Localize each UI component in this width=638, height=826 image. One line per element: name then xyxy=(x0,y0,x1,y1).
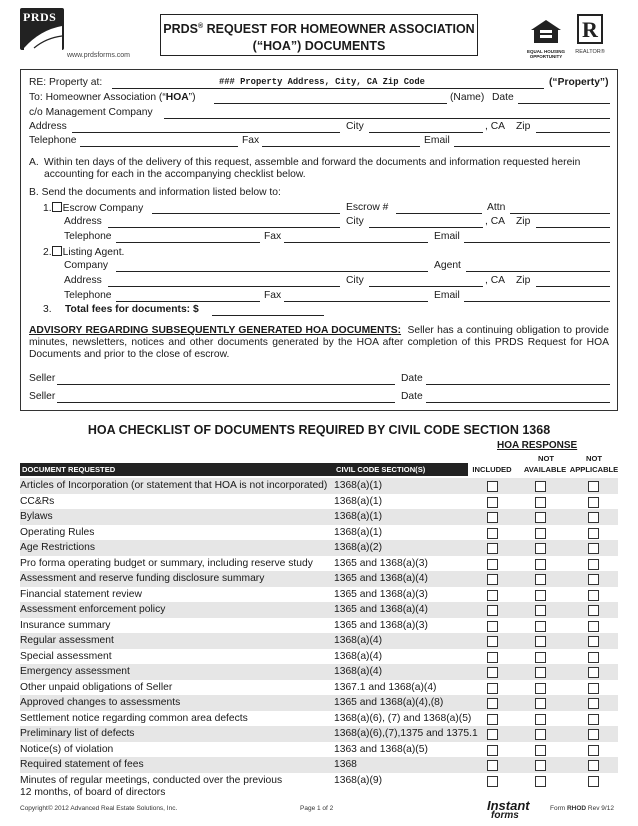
not-applicable-checkbox[interactable] xyxy=(588,667,599,678)
escrow-number-label: Escrow # xyxy=(346,202,389,213)
agent-email-field[interactable] xyxy=(464,301,610,302)
included-checkbox[interactable] xyxy=(487,543,498,554)
page-number: Page 1 of 2 xyxy=(300,805,334,812)
management-company-label: c/o Management Company xyxy=(29,107,153,118)
item2: 2. Listing Agent. xyxy=(43,247,125,258)
included-checkbox[interactable] xyxy=(487,574,498,585)
table-row xyxy=(20,494,618,510)
civil-code-section: 1368(a)(1) xyxy=(334,480,383,491)
not-available-checkbox[interactable] xyxy=(535,512,546,523)
included-checkbox[interactable] xyxy=(487,621,498,632)
not-available-heading-top: NOT xyxy=(537,454,555,463)
escrow-city-label: City xyxy=(346,216,364,227)
advisory-paragraph xyxy=(29,325,609,362)
document-name: Insurance summary xyxy=(20,619,111,631)
escrow-fax-label: Fax xyxy=(264,231,282,242)
included-checkbox[interactable] xyxy=(487,698,498,709)
not-applicable-checkbox[interactable] xyxy=(588,528,599,539)
escrow-number-field[interactable] xyxy=(396,213,482,214)
table-row xyxy=(20,509,618,525)
document-name: Preliminary list of defects xyxy=(20,728,135,739)
not-available-checkbox[interactable] xyxy=(535,481,546,492)
not-applicable-checkbox[interactable] xyxy=(588,590,599,601)
included-checkbox[interactable] xyxy=(487,512,498,523)
escrow-email-field[interactable] xyxy=(464,242,610,243)
agent-address-label: Address xyxy=(64,275,102,286)
agent-fax-label: Fax xyxy=(264,290,282,301)
escrow-address-label: Address xyxy=(64,216,102,227)
copyright: Copyright© 2012 Advanced Real Estate Solutions, Inc. xyxy=(20,805,178,812)
fax-field[interactable] xyxy=(262,146,420,147)
civil-code-heading: CIVIL CODE SECTION(S) xyxy=(336,465,426,474)
table-row xyxy=(20,695,618,711)
to-label: To: Homeowner Association (“HOA”) xyxy=(29,92,196,103)
not-available-checkbox[interactable] xyxy=(535,776,546,787)
property-line xyxy=(112,88,544,89)
agent-city-field[interactable] xyxy=(369,286,483,287)
title-line1: REQUEST FOR HOMEOWNER ASSOCIATION xyxy=(203,22,475,37)
civil-code-section: 1368(a)(2) xyxy=(334,542,383,553)
house-icon xyxy=(529,18,563,44)
logo-text: PRDS xyxy=(23,10,57,24)
address-field[interactable] xyxy=(72,132,340,133)
table-row xyxy=(20,587,618,603)
document-name: Bylaws xyxy=(20,511,53,522)
civil-code-section: 1365 and 1368(a)(4),(8) xyxy=(334,697,444,708)
eho-caption: EQUAL HOUSING OPPORTUNITY xyxy=(527,49,565,59)
included-checkbox[interactable] xyxy=(487,559,498,570)
title-registered: ® xyxy=(198,23,204,30)
escrow-city-field[interactable] xyxy=(369,227,483,228)
escrow-telephone-label: Telephone xyxy=(64,231,112,242)
escrow-company-field[interactable] xyxy=(152,213,340,214)
table-row xyxy=(20,680,618,696)
item1: 1. Escrow Company xyxy=(43,203,144,214)
advisory-heading: ADVISORY REGARDING SUBSEQUENTLY GENERATED HOA DOCUMENTS: xyxy=(29,325,402,336)
para-a-letter: A. xyxy=(29,157,39,168)
realtor-logo xyxy=(572,14,608,55)
included-checkbox[interactable] xyxy=(487,497,498,508)
civil-code-section: 1368(a)(1) xyxy=(334,526,383,538)
realtor-caption: REALTOR® xyxy=(575,49,605,55)
instant-forms-logo xyxy=(487,798,530,821)
included-checkbox[interactable] xyxy=(487,528,498,539)
not-available-checkbox[interactable] xyxy=(535,543,546,554)
not-applicable-checkbox[interactable] xyxy=(588,683,599,694)
civil-code-section: 1368 xyxy=(334,759,357,770)
document-name-cont: 12 months, of board of directors xyxy=(20,786,166,798)
civil-code-section: 1368(a)(1) xyxy=(334,495,383,507)
table-row xyxy=(20,726,618,742)
document-name: Settlement notice regarding common area defects xyxy=(20,712,248,724)
seller1-date-label: Date xyxy=(401,373,423,384)
document-name: Regular assessment xyxy=(20,635,114,646)
date-field[interactable] xyxy=(518,103,610,104)
form-title xyxy=(160,14,478,56)
escrow-fax-field[interactable] xyxy=(284,242,428,243)
property-suffix: (“Property”) xyxy=(549,77,609,88)
title-line2: (“HOA”) DOCUMENTS xyxy=(252,39,386,54)
included-checkbox[interactable] xyxy=(487,776,498,787)
included-checkbox[interactable] xyxy=(487,636,498,647)
hoa-response-heading: HOA RESPONSE xyxy=(497,440,578,451)
telephone-label: Telephone xyxy=(29,135,77,146)
civil-code-section: 1365 and 1368(a)(3) xyxy=(334,557,428,569)
included-checkbox[interactable] xyxy=(487,605,498,616)
date-label: Date xyxy=(492,92,514,103)
item3-num: 3. xyxy=(43,304,52,315)
document-name: Required statement of fees xyxy=(20,759,144,770)
table-row xyxy=(20,571,618,587)
not-applicable-checkbox[interactable] xyxy=(588,559,599,570)
seller1-signature-field[interactable] xyxy=(57,384,395,385)
table-row xyxy=(20,618,618,634)
not-applicable-checkbox[interactable] xyxy=(588,481,599,492)
escrow-zip-label: Zip xyxy=(516,216,531,227)
listing-agent-checkbox[interactable] xyxy=(52,246,62,256)
not-available-checkbox[interactable] xyxy=(535,745,546,756)
included-checkbox[interactable] xyxy=(487,729,498,740)
not-applicable-checkbox[interactable] xyxy=(588,512,599,523)
not-available-checkbox[interactable] xyxy=(535,667,546,678)
table-row xyxy=(20,742,618,758)
seller2-label: Seller xyxy=(29,391,56,402)
agent-telephone-label: Telephone xyxy=(64,290,112,301)
form-code: Form RHOD Rev 9/12 xyxy=(550,805,614,812)
table-row xyxy=(20,711,618,727)
civil-code-section: 1365 and 1368(a)(4) xyxy=(334,573,428,584)
not-applicable-checkbox[interactable] xyxy=(588,621,599,632)
company-label: Company xyxy=(64,260,109,271)
table-row xyxy=(20,664,618,680)
management-company-field[interactable] xyxy=(164,118,610,119)
not-applicable-checkbox[interactable] xyxy=(588,698,599,709)
seller2-date-field[interactable] xyxy=(426,402,610,403)
agent-zip-label: Zip xyxy=(516,275,531,286)
agent-fax-field[interactable] xyxy=(284,301,428,302)
civil-code-section: 1368(a)(4) xyxy=(334,635,383,646)
document-name: Assessment enforcement policy xyxy=(20,604,166,615)
included-checkbox[interactable] xyxy=(487,683,498,694)
para-a-text: Within ten days of the delivery of this request, assemble and forward the documents and information requested herein accounting for each in the accompanying checklist below. xyxy=(44,157,581,181)
company-field[interactable] xyxy=(116,271,428,272)
logo-swoosh-icon xyxy=(20,8,64,50)
city-label: City xyxy=(346,121,364,132)
not-applicable-checkbox[interactable] xyxy=(588,652,599,663)
civil-code-section: 1365 and 1368(a)(3) xyxy=(334,588,428,600)
table-row xyxy=(20,478,618,494)
checklist-header-bar xyxy=(20,463,468,476)
included-checkbox[interactable] xyxy=(487,745,498,756)
not-available-checkbox[interactable] xyxy=(535,590,546,601)
document-name: Operating Rules xyxy=(20,526,95,538)
included-checkbox[interactable] xyxy=(487,714,498,725)
email-field[interactable] xyxy=(454,146,610,147)
not-available-checkbox[interactable] xyxy=(535,729,546,740)
not-applicable-heading-top: NOT xyxy=(585,454,603,463)
fax-label: Fax xyxy=(242,135,260,146)
para-b-text: B. Send the documents and information listed below to: xyxy=(29,187,281,198)
brand-instant: Instant xyxy=(487,798,530,813)
not-available-checkbox[interactable] xyxy=(535,698,546,709)
agent-address-field[interactable] xyxy=(108,286,340,287)
city-field[interactable] xyxy=(369,132,483,133)
document-name: Minutes of regular meetings, conducted over the previous xyxy=(20,774,283,786)
prds-logo xyxy=(20,8,64,50)
not-available-checkbox[interactable] xyxy=(535,621,546,632)
not-available-checkbox[interactable] xyxy=(535,605,546,616)
document-name: Age Restrictions xyxy=(20,542,95,553)
table-row xyxy=(20,525,618,541)
escrow-ca-label: , CA xyxy=(485,216,506,227)
title-prds: PRDS xyxy=(163,22,198,37)
not-available-checkbox[interactable] xyxy=(535,528,546,539)
document-name: CC&Rs xyxy=(20,495,55,507)
seller1-date-field[interactable] xyxy=(426,384,610,385)
document-name: Notice(s) of violation xyxy=(20,743,114,755)
table-row xyxy=(20,540,618,556)
civil-code-section: 1368(a)(6),(7),1375 and 1375.1 xyxy=(334,728,478,739)
included-checkbox[interactable] xyxy=(487,652,498,663)
listing-agent-label: Listing Agent. xyxy=(62,247,125,258)
not-available-checkbox[interactable] xyxy=(535,574,546,585)
document-requested-heading: DOCUMENT REQUESTED xyxy=(22,465,116,474)
zip-field[interactable] xyxy=(536,132,610,133)
escrow-telephone-field[interactable] xyxy=(116,242,260,243)
civil-code-section: 1368(a)(1) xyxy=(334,511,383,522)
total-fees-label: Total fees for documents: $ xyxy=(65,304,199,315)
civil-code-section: 1368(a)(9) xyxy=(334,774,383,786)
escrow-checkbox[interactable] xyxy=(52,202,62,212)
agent-field[interactable] xyxy=(466,271,610,272)
not-available-checkbox[interactable] xyxy=(535,652,546,663)
agent-email-label: Email xyxy=(434,290,460,301)
not-applicable-checkbox[interactable] xyxy=(588,605,599,616)
seller2-signature-field[interactable] xyxy=(57,402,395,403)
attn-label: Attn xyxy=(487,202,506,213)
website-url: www.prdsforms.com xyxy=(67,52,131,59)
seller1-label: Seller xyxy=(29,373,56,384)
not-applicable-heading: APPLICABLE xyxy=(569,465,619,474)
document-name: Approved changes to assessments xyxy=(20,697,181,708)
civil-code-section: 1368(a)(4) xyxy=(334,666,383,677)
document-name: Emergency assessment xyxy=(20,666,130,677)
document-name: Special assessment xyxy=(20,650,112,662)
agent-ca-label: , CA xyxy=(485,275,506,286)
seller2-date-label: Date xyxy=(401,391,423,402)
hoa-name-field[interactable] xyxy=(214,103,447,104)
telephone-field[interactable] xyxy=(80,146,238,147)
table-row xyxy=(20,649,618,665)
name-label: (Name) xyxy=(450,92,485,103)
included-heading: INCLUDED xyxy=(472,465,512,474)
not-available-heading: AVAILABLE xyxy=(523,465,567,474)
civil-code-section: 1363 and 1368(a)(5) xyxy=(334,743,428,755)
included-checkbox[interactable] xyxy=(487,590,498,601)
total-fees-field[interactable] xyxy=(212,315,324,316)
document-name: Assessment and reserve funding disclosure summary xyxy=(20,573,265,584)
attn-field[interactable] xyxy=(510,213,610,214)
escrow-address-field[interactable] xyxy=(108,227,340,228)
escrow-company-label: Escrow Company xyxy=(62,203,144,214)
agent-telephone-field[interactable] xyxy=(116,301,260,302)
not-applicable-checkbox[interactable] xyxy=(588,776,599,787)
agent-city-label: City xyxy=(346,275,364,286)
included-checkbox[interactable] xyxy=(487,760,498,771)
table-row xyxy=(20,633,618,649)
advisory-text: Seller has a continuing obligation to provide minutes, newsletters, notices and other documents generated by the HOA after completion of this PRDS Request for HOA Documents and prior to the close of escrow. xyxy=(29,325,609,361)
civil-code-section: 1368(a)(4) xyxy=(334,650,383,662)
not-available-checkbox[interactable] xyxy=(535,760,546,771)
document-name: Pro forma operating budget or summary, including reserve study xyxy=(20,557,313,569)
not-applicable-checkbox[interactable] xyxy=(588,636,599,647)
realtor-letter: R xyxy=(582,17,598,42)
zip-label: Zip xyxy=(516,121,531,132)
not-available-checkbox[interactable] xyxy=(535,559,546,570)
not-available-checkbox[interactable] xyxy=(535,683,546,694)
agent-zip-field[interactable] xyxy=(536,286,610,287)
not-applicable-checkbox[interactable] xyxy=(588,729,599,740)
not-applicable-checkbox[interactable] xyxy=(588,745,599,756)
not-applicable-checkbox[interactable] xyxy=(588,714,599,725)
not-available-checkbox[interactable] xyxy=(535,636,546,647)
civil-code-section: 1365 and 1368(a)(4) xyxy=(334,604,428,615)
escrow-email-label: Email xyxy=(434,231,460,242)
property-address-field[interactable]: ### Property Address, City, CA Zip Code xyxy=(219,77,425,87)
table-row xyxy=(20,556,618,572)
address-label: Address xyxy=(29,121,67,132)
ca-label: , CA xyxy=(485,121,506,132)
agent-label: Agent xyxy=(434,260,461,271)
civil-code-section: 1365 and 1368(a)(3) xyxy=(334,619,428,631)
table-row xyxy=(20,757,618,773)
not-applicable-checkbox[interactable] xyxy=(588,543,599,554)
document-name: Articles of Incorporation (or statement that HOA is not incorporated) xyxy=(20,480,328,491)
table-row xyxy=(20,602,618,618)
included-checkbox[interactable] xyxy=(487,481,498,492)
not-applicable-checkbox[interactable] xyxy=(588,760,599,771)
realtor-r-icon xyxy=(577,14,603,44)
not-available-checkbox[interactable] xyxy=(535,714,546,725)
equal-housing-logo xyxy=(527,18,565,59)
brand-forms: forms xyxy=(491,810,519,821)
escrow-zip-field[interactable] xyxy=(536,227,610,228)
re-label: RE: Property at: xyxy=(29,77,103,88)
email-label: Email xyxy=(424,135,450,146)
not-applicable-checkbox[interactable] xyxy=(588,497,599,508)
document-name: Other unpaid obligations of Seller xyxy=(20,681,173,693)
not-applicable-checkbox[interactable] xyxy=(588,574,599,585)
checklist-title: HOA CHECKLIST OF DOCUMENTS REQUIRED BY CIVIL CODE SECTION 1368 xyxy=(87,423,551,437)
not-available-checkbox[interactable] xyxy=(535,497,546,508)
document-name: Financial statement review xyxy=(20,588,142,600)
civil-code-section: 1368(a)(6), (7) and 1368(a)(5) xyxy=(334,712,472,724)
included-checkbox[interactable] xyxy=(487,667,498,678)
civil-code-section: 1367.1 and 1368(a)(4) xyxy=(334,681,437,693)
